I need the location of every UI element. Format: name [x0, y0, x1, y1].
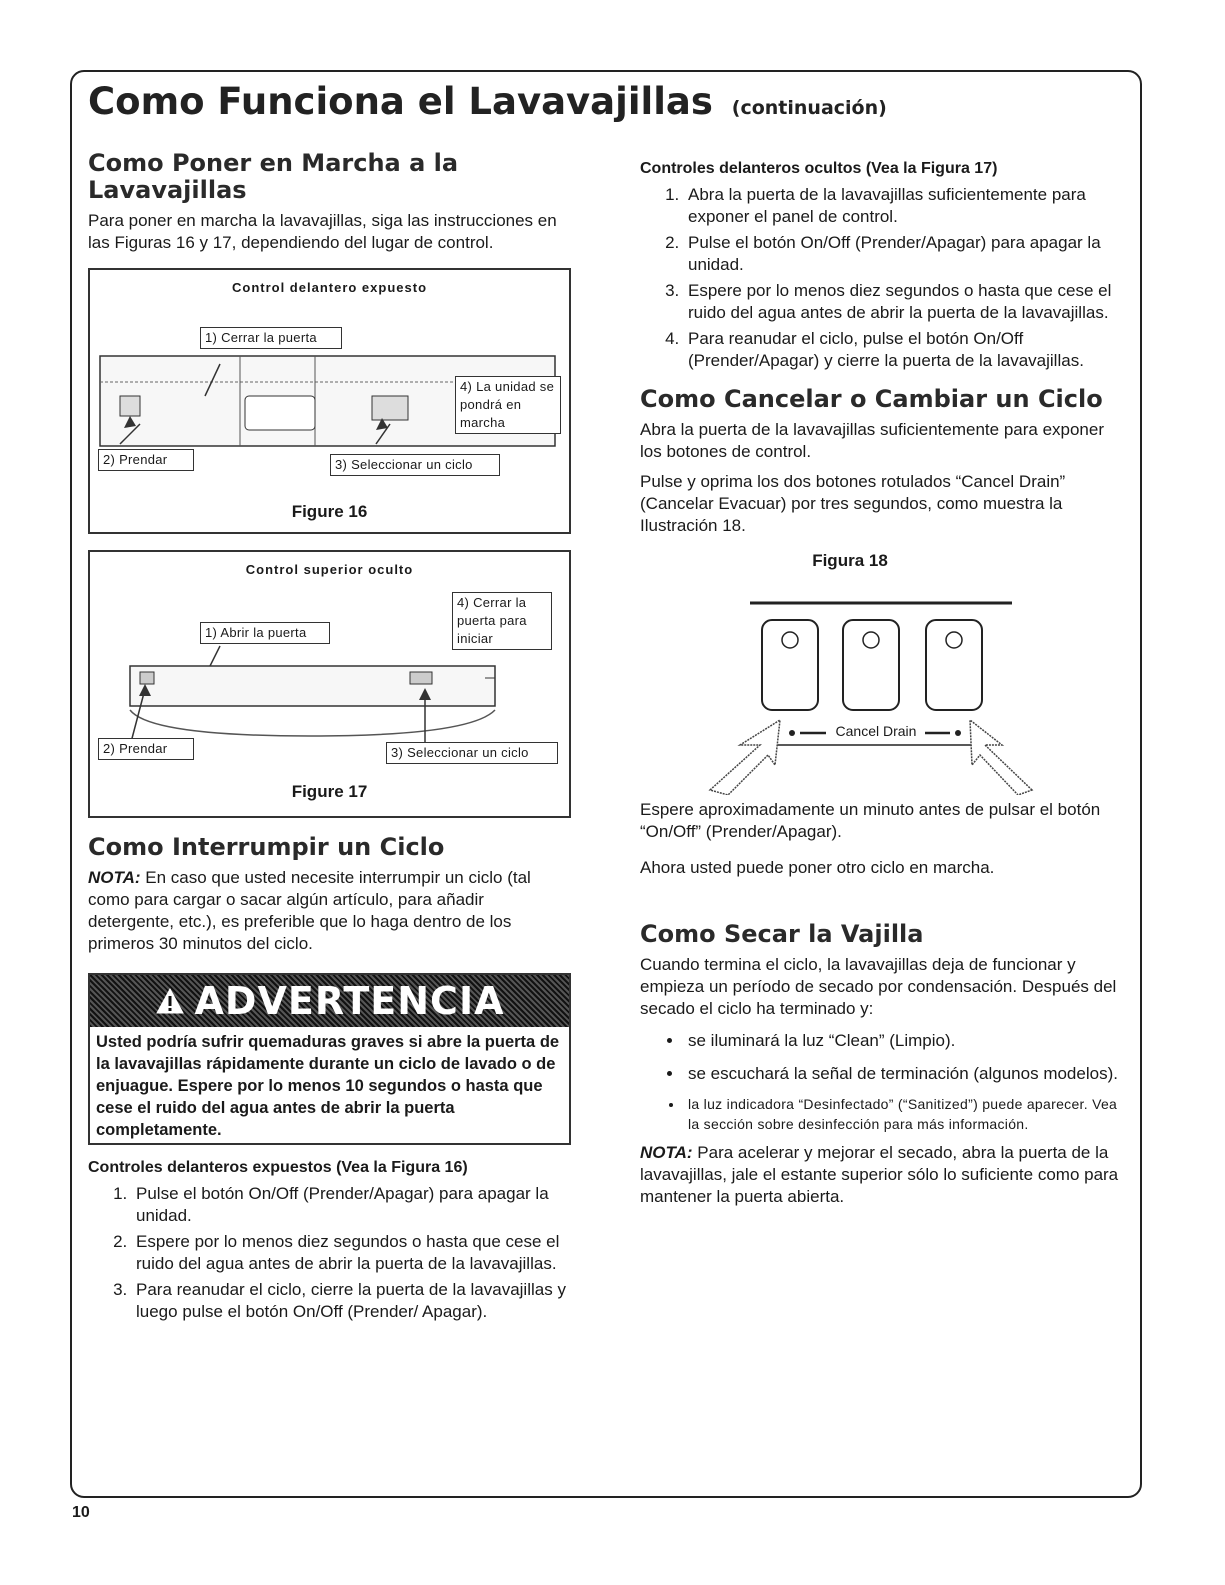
right-column — [640, 160, 1125, 1216]
cancel-para-2: Pulse y oprima los dos botones rotulados “Cancel Drain” (Cancelar Evacuar) por tres segundos, como muestra la Ilustración 18. — [640, 472, 1066, 535]
list-item: • se iluminará la luz “Clean” (Limpio). — [684, 1028, 1125, 1053]
hidden-controls-heading: Controles delanteros ocultos (Vea la Figura 17) — [640, 160, 998, 177]
page-number: 10 — [72, 1504, 90, 1521]
list-item: 3. Espere por lo menos diez segundos o hasta que cese el ruido del agua antes de abrir la puerta de la lavavajillas. — [684, 280, 1125, 324]
figure-18-caption: Figura 18 — [812, 551, 888, 570]
interrupt-note — [88, 867, 573, 955]
page-title-suffix: (continuación) — [731, 97, 887, 119]
list-item: 1. Abra la puerta de la lavavajillas suficientemente para exponer el panel de control. — [684, 184, 1125, 228]
fig16-callout-start: 4) La unidad se pondrá en marcha — [455, 376, 561, 434]
fig16-callout-close-door: 1) Cerrar la puerta — [200, 327, 342, 349]
figure-16-header: Control delantero expuesto — [231, 280, 428, 295]
list-item: 1. Pulse el botón On/Off (Prender/Apagar) para apagar la unidad. — [132, 1183, 573, 1227]
start-body: Para poner en marcha la lavavajillas, siga las instrucciones en las Figuras 16 y 17, dependiendo del lugar de control. — [88, 211, 557, 252]
warning-triangle-icon — [155, 987, 185, 1015]
figure-17-header: Control superior oculto — [245, 562, 414, 577]
dry-body: Cuando termina el ciclo, la lavavajillas deja de funcionar y empieza un período de secado por condensación. Después del secado el ciclo ha terminado y: — [640, 955, 1117, 1018]
fig16-callout-power: 2) Prendar — [98, 449, 194, 471]
list-item: • la luz indicadora “Desinfectado” (“Sanitized”) puede aparecer. Vea la sección sobre desinfección para más información. — [684, 1094, 1125, 1134]
list-item: 3. Para reanudar el ciclo, cierre la puerta de la lavavajillas y luego pulse el botón On/Off (Prender/ Apagar). — [132, 1279, 573, 1323]
hidden-controls-steps — [640, 184, 1125, 372]
list-item: 2. Espere por lo menos diez segundos o hasta que cese el ruido del agua antes de abrir la puerta de la lavavajillas. — [132, 1231, 573, 1275]
warning-banner — [90, 975, 569, 1027]
left-column — [88, 150, 573, 1331]
warning-box — [88, 973, 571, 1145]
cancel-para-1: Abra la puerta de la lavavajillas suficientemente para exponer los botones de control. — [640, 420, 1104, 461]
page-title-text: Como Funciona el Lavavajillas — [88, 80, 713, 123]
fig17-callout-power: 2) Prendar — [98, 738, 194, 760]
figure-17 — [88, 550, 571, 818]
start-heading: Como Poner en Marcha a la Lavavajillas — [88, 149, 459, 204]
exposed-controls-steps — [88, 1183, 573, 1323]
warning-text: Usted podría sufrir quemaduras graves si abre la puerta de la lavavajillas rápidamente durante un ciclo de lavado o de enjuague. Espere por lo menos 10 segundos o hasta que cese el ruido del agua antes de abrir la puerta completamente. — [96, 1033, 560, 1139]
figure-17-caption: Figure 17 — [291, 782, 368, 801]
dry-note — [640, 1142, 1125, 1208]
interrupt-heading: Como Interrumpir un Ciclo — [88, 833, 445, 861]
dry-heading: Como Secar la Vajilla — [640, 920, 924, 948]
cancel-heading: Como Cancelar o Cambiar un Ciclo — [640, 385, 1103, 413]
cancel-para-4: Ahora usted puede poner otro ciclo en marcha. — [640, 858, 995, 877]
dry-note-text: Para acelerar y mejorar el secado, abra la puerta de la lavavajillas, jale el estante superior sólo lo suficiente como para mantener la puerta abierta. — [640, 1143, 1119, 1206]
fig17-callout-close-start: 4) Cerrar la puerta para iniciar — [452, 592, 552, 650]
interrupt-note-text: En caso que usted necesite interrumpir un ciclo (tal como para cargar o sacar algún artículo, para añadir detergente, etc.), es preferible que lo haga dentro de los primeros 30 minutos del ciclo. — [88, 868, 531, 953]
exposed-controls-heading: Controles delanteros expuestos (Vea la Figura 16) — [88, 1159, 468, 1176]
cancel-drain-label: Cancel Drain — [835, 723, 917, 739]
figure-18 — [640, 551, 1125, 791]
list-item: • se escuchará la señal de terminación (algunos modelos). — [684, 1061, 1125, 1086]
figure-16-caption: Figure 16 — [291, 502, 368, 521]
fig16-callout-select-cycle: 3) Seleccionar un ciclo — [330, 454, 500, 476]
figure-16 — [88, 268, 571, 534]
dry-bullets — [640, 1028, 1125, 1134]
fig17-callout-select-cycle: 3) Seleccionar un ciclo — [386, 742, 558, 764]
page-title — [88, 80, 887, 123]
list-item: 2. Pulse el botón On/Off (Prender/Apagar) para apagar la unidad. — [684, 232, 1125, 276]
fig17-callout-open-door: 1) Abrir la puerta — [200, 622, 330, 644]
cancel-drain-illustration — [640, 595, 1060, 795]
interrupt-note-label: NOTA: — [88, 868, 141, 887]
cancel-para-3: Espere aproximadamente un minuto antes de pulsar el botón “On/Off” (Prender/Apagar). — [640, 800, 1101, 841]
warning-title: ADVERTENCIA — [194, 979, 505, 1023]
dry-note-label: NOTA: — [640, 1143, 693, 1162]
list-item: 4. Para reanudar el ciclo, pulse el botón On/Off (Prender/Apagar) y cierre la puerta de la lavavajillas. — [684, 328, 1125, 372]
